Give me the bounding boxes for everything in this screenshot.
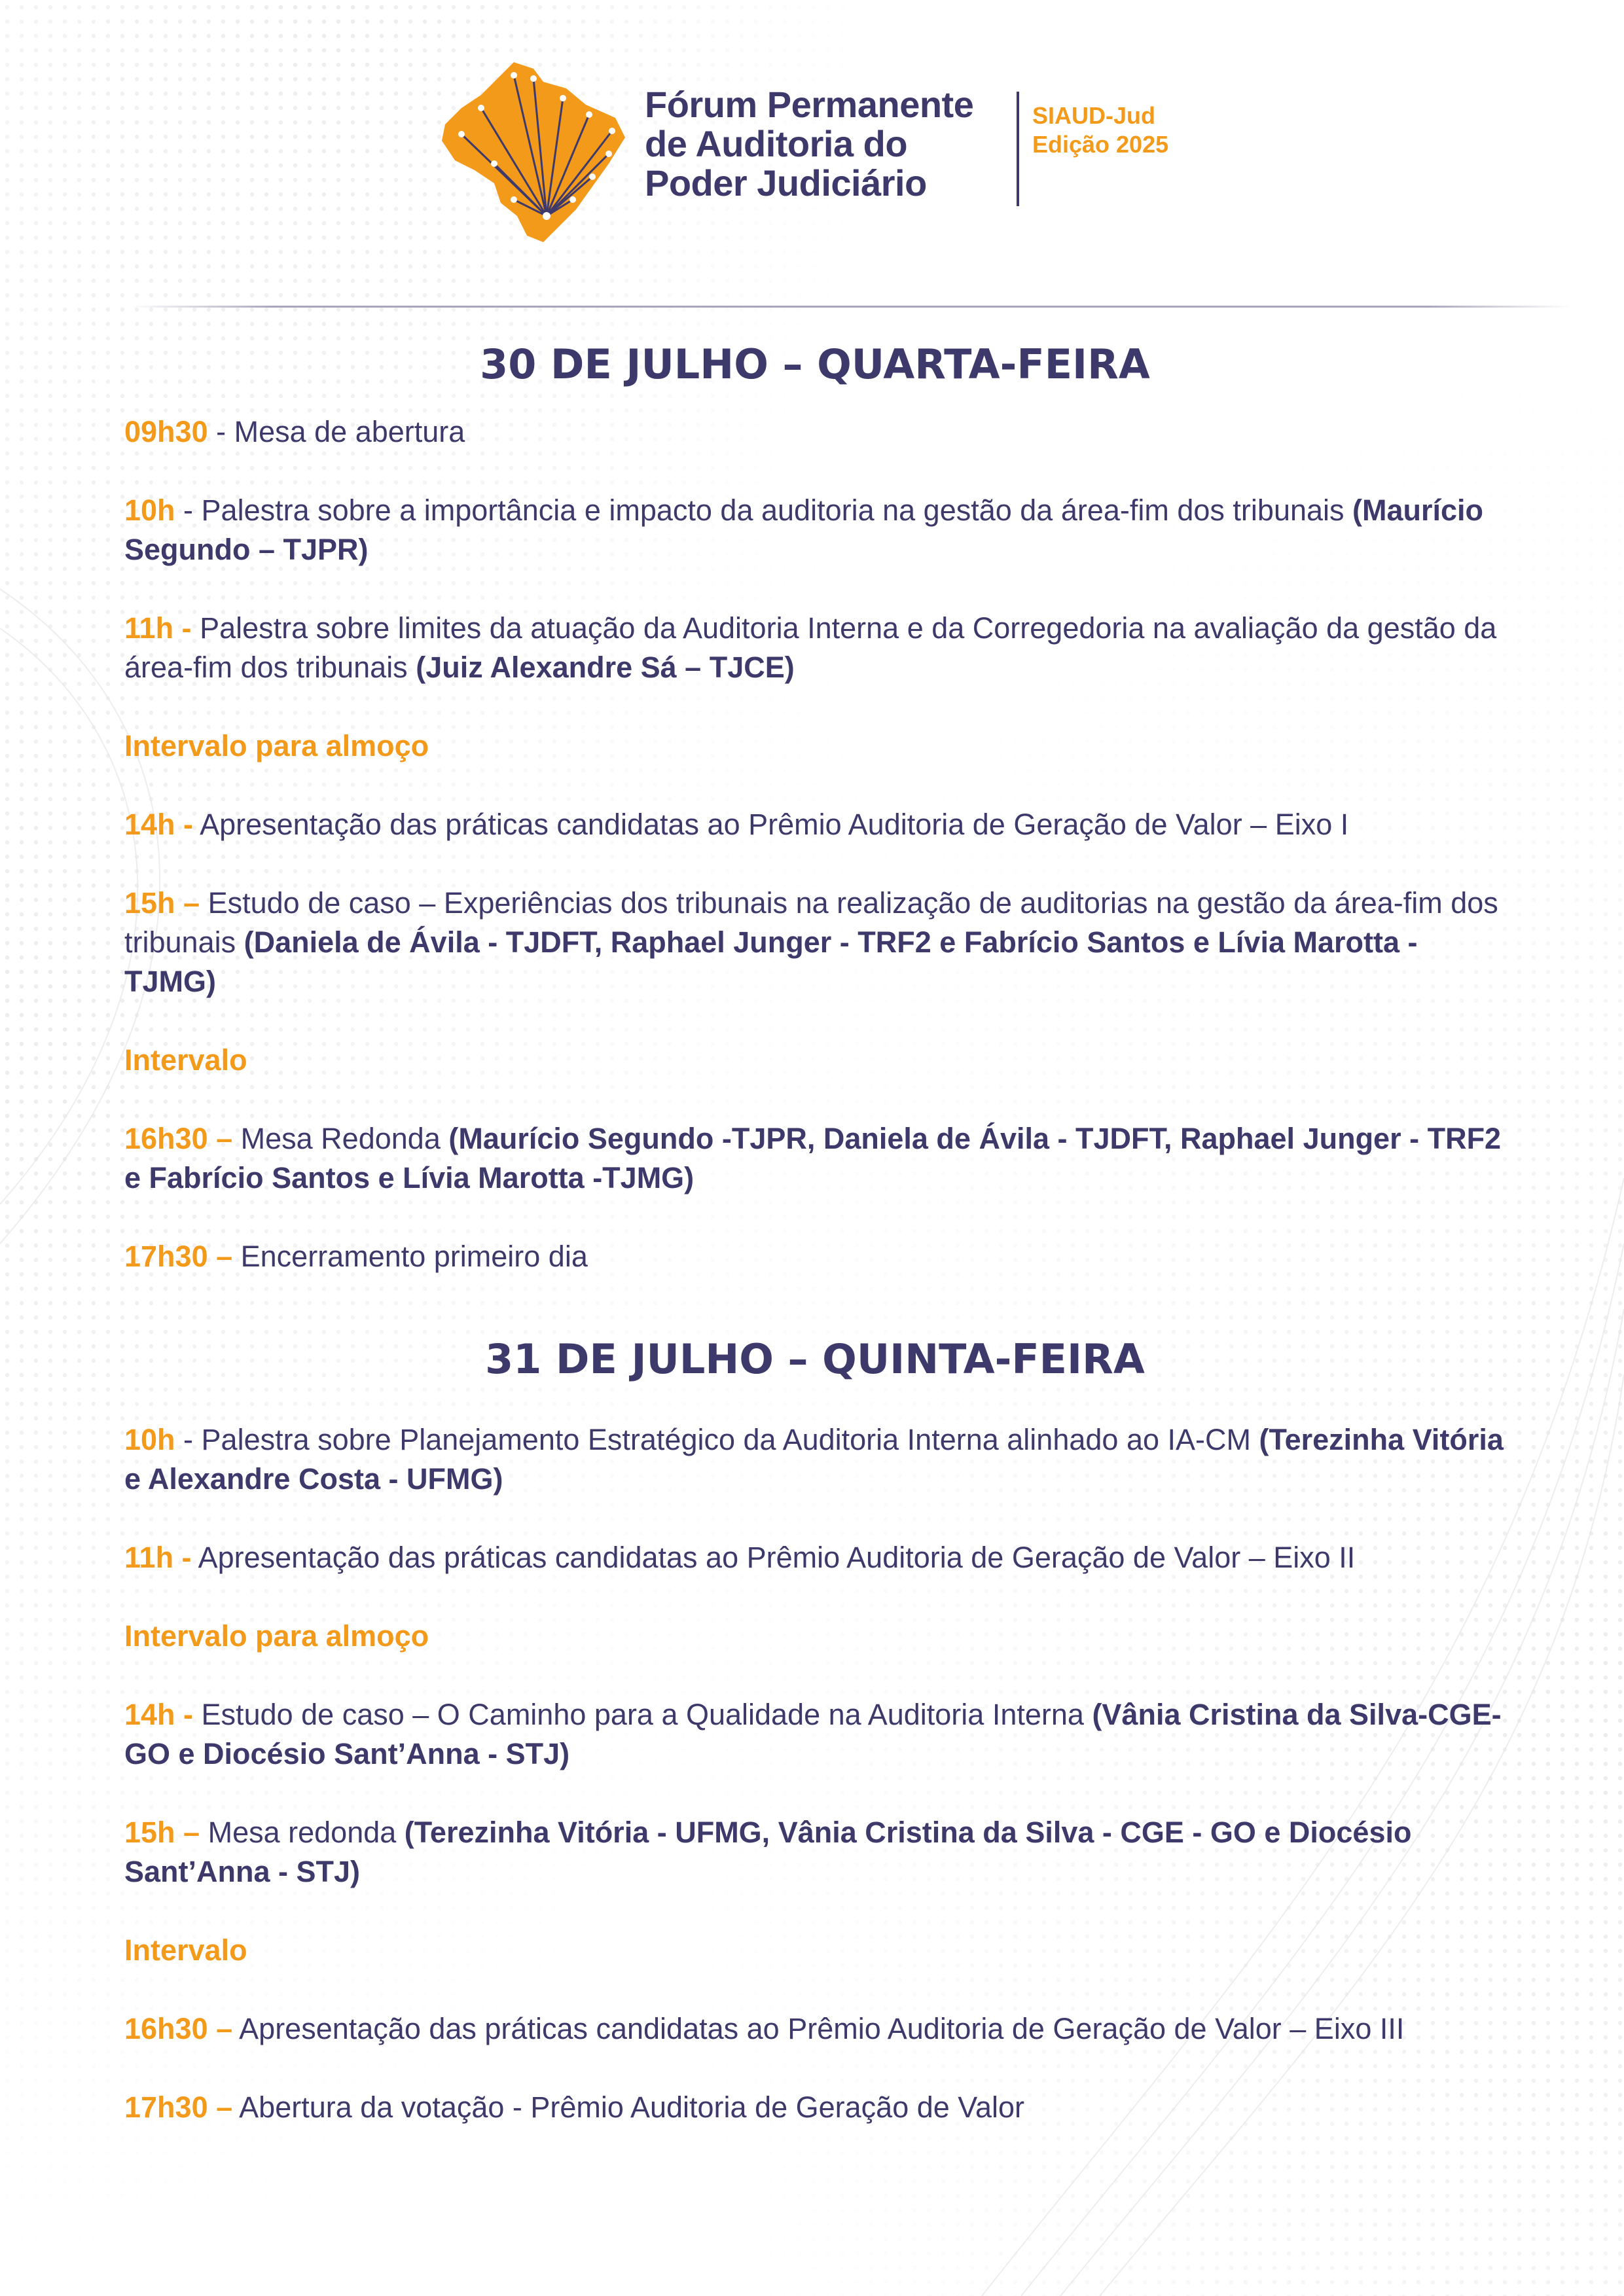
- agenda-time: 16h30 –: [124, 2012, 233, 2045]
- edition-label: [1032, 101, 1168, 159]
- agenda-separator: [192, 611, 200, 645]
- agenda-description: Mesa de abertura: [234, 415, 465, 448]
- edition-line: SIAUD-Jud: [1032, 102, 1155, 129]
- agenda-description: Apresentação das práticas candidatas ao Prêmio Auditoria de Geração de Valor – Eixo III: [239, 2012, 1405, 2045]
- agenda-time: 15h –: [124, 886, 200, 920]
- forum-title-line: Fórum Permanente: [645, 84, 974, 125]
- agenda-speakers: (Terezinha Vitória e Alexandre Costa - UFMG): [124, 1423, 1504, 1496]
- agenda-description: Mesa Redonda: [240, 1122, 449, 1155]
- agenda-item: [124, 805, 1506, 844]
- agenda-speakers: (Juiz Alexandre Sá – TJCE): [416, 651, 795, 684]
- agenda-speakers: (Maurício Segundo -TJPR, Daniela de Ávila - TJDFT, Raphael Junger - TRF2 e Fabrício Santos e Lívia Marotta -TJMG): [124, 1122, 1502, 1194]
- break-label: Intervalo para almoço: [124, 1619, 429, 1653]
- agenda-item: [124, 1695, 1506, 1774]
- break-label: Intervalo: [124, 1933, 247, 1967]
- header: [0, 0, 1624, 275]
- edition-line: Edição 2025: [1032, 131, 1169, 158]
- forum-title: [645, 85, 1011, 203]
- agenda-item: [124, 2009, 1506, 2049]
- agenda-time: 14h -: [124, 808, 194, 841]
- agenda-time: 10h: [124, 493, 175, 527]
- agenda-item: [124, 1813, 1506, 1892]
- agenda-separator: [232, 1122, 241, 1155]
- break-label: Intervalo: [124, 1043, 247, 1077]
- agenda-separator: -: [208, 415, 234, 448]
- agenda-separator: -: [175, 1423, 202, 1456]
- header-divider: [131, 306, 1571, 308]
- agenda-time: 16h30 –: [124, 1122, 233, 1155]
- agenda-description: Apresentação das práticas candidatas ao Prêmio Auditoria de Geração de Valor – Eixo II: [198, 1541, 1356, 1574]
- agenda-item: [124, 1420, 1506, 1499]
- agenda-item: [124, 1119, 1506, 1198]
- agenda-item: [124, 609, 1506, 687]
- agenda-description: Estudo de caso – Experiências dos tribunais na realização de auditorias na gestão da área-fim dos tribunais: [124, 886, 1498, 959]
- agenda-description: Apresentação das práticas candidatas ao Prêmio Auditoria de Geração de Valor – Eixo I: [200, 808, 1349, 841]
- agenda-speakers: (Terezinha Vitória - UFMG, Vânia Cristina da Silva - CGE - GO e Diocésio Sant’Anna - STJ): [124, 1816, 1412, 1888]
- agenda-time: 17h30 –: [124, 2090, 233, 2124]
- agenda-separator: [200, 886, 208, 920]
- agenda-separator: [200, 1816, 208, 1849]
- agenda-speakers: (Maurício Segundo – TJPR): [124, 493, 1484, 566]
- agenda-description: Palestra sobre limites da atuação da Auditoria Interna e da Corregedoria na avaliação da gestão da área-fim dos tribunais: [124, 611, 1497, 684]
- agenda-separator: [193, 1698, 202, 1731]
- brazil-map-network-icon: [435, 56, 632, 252]
- agenda-description: Mesa redonda: [208, 1816, 405, 1849]
- agenda-speakers: (Daniela de Ávila - TJDFT, Raphael Junger - TRF2 e Fabrício Santos e Lívia Marotta -TJMG): [124, 925, 1418, 998]
- agenda-description: Estudo de caso – O Caminho para a Qualidade na Auditoria Interna: [201, 1698, 1092, 1731]
- logo-divider: [1017, 92, 1019, 206]
- agenda-description: Abertura da votação - Prêmio Auditoria de Geração de Valor: [239, 2090, 1024, 2124]
- agenda-item: [124, 412, 1506, 452]
- agenda-time: 11h -: [124, 611, 192, 645]
- break-label: Intervalo para almoço: [124, 729, 429, 762]
- agenda-separator: -: [175, 493, 202, 527]
- agenda-item: [124, 1237, 1506, 1276]
- agenda-speakers: (Vânia Cristina da Silva-CGE-GO e Diocésio Sant’Anna - STJ): [124, 1698, 1502, 1770]
- day-heading: 31 DE JULHO – QUINTA-FEIRA: [485, 1335, 1145, 1383]
- agenda-description: Palestra sobre a importância e impacto da auditoria na gestão da área-fim dos tribunais: [201, 493, 1353, 527]
- agenda-time: 11h -: [124, 1541, 192, 1574]
- day-heading: 30 DE JULHO – QUARTA-FEIRA: [480, 340, 1150, 388]
- agenda-time: 10h: [124, 1423, 175, 1456]
- agenda-separator: [192, 1541, 198, 1574]
- agenda-separator: [193, 808, 200, 841]
- agenda-item: [124, 2088, 1506, 2127]
- agenda-time: 14h -: [124, 1698, 194, 1731]
- agenda-separator: [232, 1240, 241, 1273]
- agenda-item: [124, 491, 1506, 569]
- agenda-item: [124, 1538, 1506, 1577]
- agenda-item: [124, 884, 1506, 1001]
- agenda-description: Palestra sobre Planejamento Estratégico da Auditoria Interna alinhado ao IA-CM: [201, 1423, 1259, 1456]
- agenda-time: 15h –: [124, 1816, 200, 1849]
- agenda-time: 09h30: [124, 415, 208, 448]
- agenda-separator: [232, 2090, 239, 2124]
- agenda-time: 17h30 –: [124, 1240, 233, 1273]
- forum-title-line: Poder Judiciário: [645, 162, 927, 204]
- agenda-description: Encerramento primeiro dia: [240, 1240, 588, 1273]
- forum-title-line: de Auditoria do: [645, 123, 908, 164]
- agenda-separator: [232, 2012, 239, 2045]
